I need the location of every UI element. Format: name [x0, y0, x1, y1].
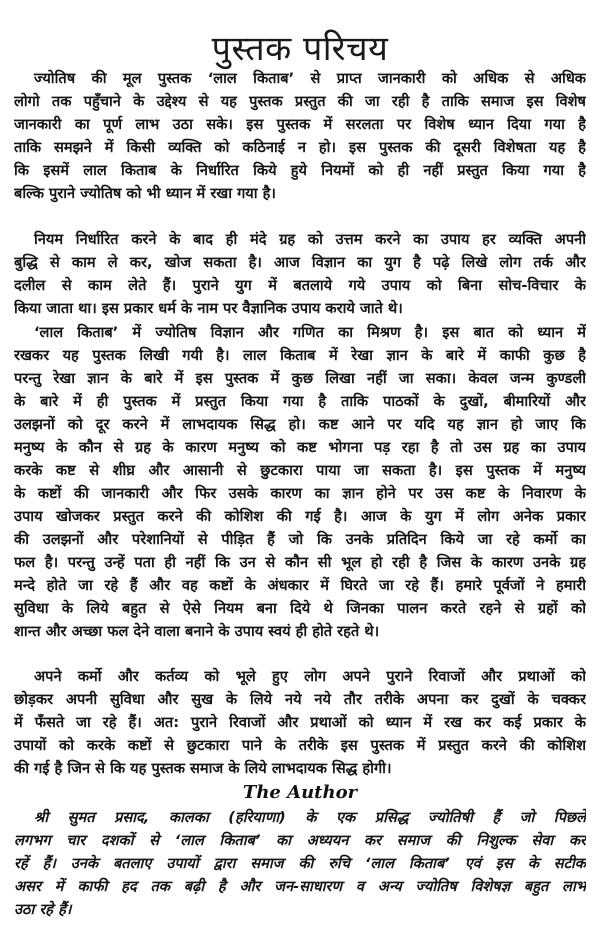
author-paragraph [14, 806, 586, 921]
text-line: फल है। परन्तु उन्हें पता ही नहीं कि उन से कौन सी भूल हो रही है जिस के कारण उनके ग्रह [14, 554, 586, 571]
text-line: के बारे में ही पुस्तक में प्रस्तुत किया गया है ताकि पाठकों के दुखों, बीमारियों और [14, 393, 586, 410]
text-line: परन्तु रेखा ज्ञान के बारे में इस पुस्तक में कुछ लिखा नहीं जा सका। केवल जन्म कुण्डली [14, 370, 586, 387]
text-line: ज्योतिष की मूल पुस्तक ‘लाल किताब’ से प्राप्त जानकारी को अधिक से अधिक [34, 70, 586, 87]
text-line: अपने कर्मो और कर्तव्य को भूले हुए लोग अपने पुराने रिवाजों और प्रथाओं को [34, 668, 586, 685]
text-line: शान्त और अच्छा फल देने वाला बनाने के उपाय स्वयं ही होते रहते थे। [14, 623, 380, 640]
text-line: असर में काफी हद तक बढ़ी है और जन-साधारण व अन्य ज्योतिष विशेषज्ञ बहुत लाभ [14, 878, 586, 895]
text-line: जानकारी का पूर्ण लाभ उठा सके। इस पुस्तक में सरलता पर विशेष ध्यान दिया गया है [14, 116, 586, 133]
text-line: नियम निर्धारित करने के बाद ही मंदे ग्रह को उत्तम करने का उपाय हर व्यक्ति अपनी [34, 231, 586, 248]
text-line: श्री सुमत प्रसाद, कालका (हरियाणा) के एक प्रसिद्ध ज्योतिषी हैं जो पिछले [34, 809, 586, 826]
text-line: रहें हैं। उनके बतलाए उपायों द्वारा समाज की रुचि ‘लाल किताब’ एवं इस के सटीक [14, 855, 586, 872]
text-line: ताकि समझने में किसी व्यक्ति को कठिनाई न हो। इस पुस्तक की दूसरी विशेषता यह है [14, 139, 586, 156]
text-line: की उलझनों और परेशानियों से पीड़ित हैं जो कि उनके प्रतिदिन किये जा रहे कर्मो का [14, 531, 586, 548]
text-line: लगभग चार दशकों से ‘लाल किताब’ का अध्ययन कर समाज की निशुल्क सेवा कर [14, 832, 586, 849]
text-line: किया जाता था। इस प्रकार धर्म के नाम पर वैज्ञानिक उपाय कराये जाते थे। [14, 300, 403, 317]
intro-paragraph-4 [14, 665, 586, 780]
author-heading: The Author [242, 782, 358, 803]
text-line: मन्दे होते जा रहे हैं और वह कष्टों के अंधकार में घिरते जा रहे हैं। हमारे पूर्वजों ने हमारी [14, 577, 586, 594]
page-title: पुस्तक परिचय [211, 28, 389, 69]
text-line: बुद्धि से काम ले कर, खोज सकता है। आज विज्ञान का युग है पढ़े लिखे लोग तर्क और [14, 254, 586, 271]
text-line: उलझनों को दूर करने में लाभदायक सिद्ध हो। कष्ट आने पर यदि यह ज्ञान हो जाए कि [14, 416, 586, 433]
text-line: के कष्टों की जानकारी और फिर उसके कारण का ज्ञान होने पर उस कष्ट के निवारण के [14, 485, 586, 502]
text-line: दलील से काम लेते हैं। पुराने युग में बतलाये गये उपाय को बिना सोच-विचार के [14, 277, 586, 294]
text-line: उठा रहे हैं। [14, 901, 72, 918]
text-line: रखकर यह पुस्तक लिखी गयी है। लाल किताब में रेखा ज्ञान के बारे में काफी कुछ है [14, 347, 586, 364]
text-line: कि इसमें लाल किताब के निर्धारित किये हुये नियमों को ही नहीं प्रस्तुत किया गया है [14, 162, 586, 179]
text-line: उपायों को करके कष्टों से छुटकारा पाने के तरीके इस पुस्तक में प्रस्तुत करने की कोशिश [14, 737, 586, 754]
text-line: सुविधा के लिये बहुत से ऐसे नियम बना दिये थे जिनका पालन करते रहने से ग्रहों को [14, 600, 586, 617]
text-line: करके कष्ट से शीघ्र और आसानी से छुटकारा पाया जा सकता है। इस पुस्तक में मनुष्य [14, 462, 586, 479]
intro-paragraph-1 [14, 67, 586, 205]
text-line: लोगो तक पहुँचाने के उद्देश्य से यह पुस्तक प्रस्तुत की जा रही है ताकि समाज इस विशेष [14, 93, 586, 110]
intro-paragraph-3 [14, 321, 586, 643]
text-line: उपाय खोजकर प्रस्तुत करने की कोशिश की गई है। आज के युग में लोग अनेक प्रकार [14, 508, 586, 525]
text-line: मनुष्य के कौन से ग्रह के कारण मनुष्य को कष्ट भोगना पड़ रहा है तो उस ग्रह का उपाय [14, 439, 586, 456]
intro-paragraph-2 [14, 228, 586, 320]
text-line: बल्कि पुराने ज्योतिष को भी ध्यान में रखा गया है। [14, 185, 276, 202]
text-line: में फँसते जा रहे हैं। अत: पुराने रिवाजों और प्रथाओं को ध्यान में रख कर कई प्रकार के [14, 714, 586, 731]
text-line: ‘लाल किताब’ में ज्योतिष विज्ञान और गणित का मिश्रण है। इस बात को ध्यान में [34, 324, 586, 341]
text-line: छोड़कर अपनी सुविधा और सुख के लिये नये नये तौर तरीके अपना कर दुखों के चक्कर [14, 691, 586, 708]
text-line: की गई है जिन से कि यह पुस्तक समाज के लिये लाभदायक सिद्ध होगी। [14, 760, 392, 777]
